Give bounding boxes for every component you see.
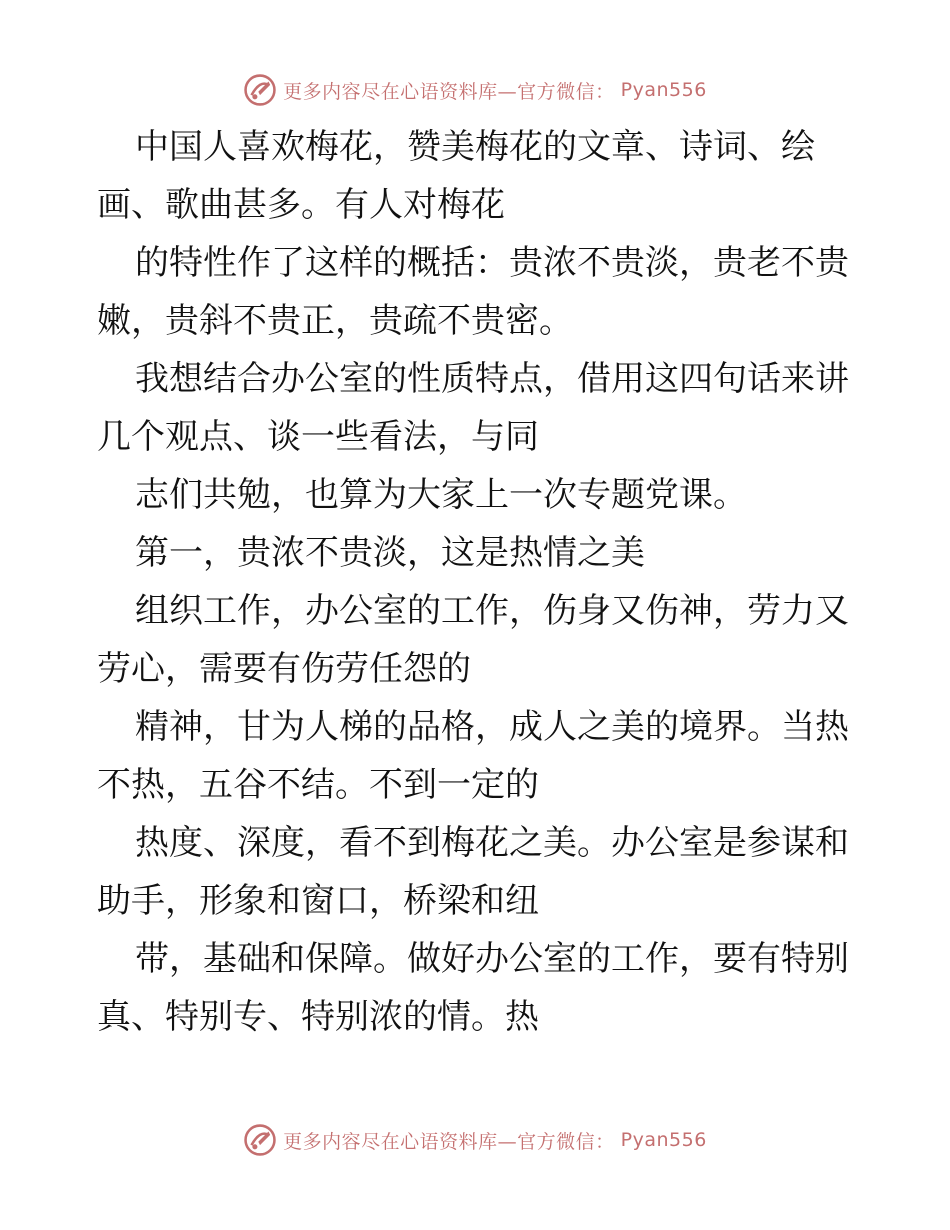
logo-icon <box>243 73 277 107</box>
watermark-handle: Pyan556 <box>620 1129 707 1151</box>
paragraph-3: 我想结合办公室的性质特点，借用这四句话来讲几个观点、谈一些看法，与同 <box>97 359 849 457</box>
logo-icon <box>243 1123 277 1157</box>
paragraph-1: 中国人喜欢梅花，赞美梅花的文章、诗词、绘画、歌曲甚多。有人对梅花 <box>97 127 815 225</box>
watermark-text: 更多内容尽在心语资料库—官方微信： <box>283 80 615 103</box>
watermark-inner <box>243 1123 707 1157</box>
paragraph-6: 精神，甘为人梯的品格，成人之美的境界。当热不热，五谷不结。不到一定的 <box>97 707 849 805</box>
watermark-text: 更多内容尽在心语资料库—官方微信： <box>283 1130 615 1153</box>
footer-watermark <box>0 1120 950 1160</box>
document-body <box>97 118 857 1046</box>
paragraph-8: 带，基础和保障。做好办公室的工作，要有特别真、特别专、特别浓的情。热 <box>97 939 849 1037</box>
paragraph-4: 志们共勉，也算为大家上一次专题党课。 <box>135 475 747 515</box>
watermark-handle: Pyan556 <box>620 79 707 101</box>
watermark-inner <box>243 73 707 107</box>
paragraph-7: 热度、深度，看不到梅花之美。办公室是参谋和助手，形象和窗口，桥梁和纽 <box>97 823 849 921</box>
paragraph-2: 的特性作了这样的概括：贵浓不贵淡，贵老不贵嫩，贵斜不贵正，贵疏不贵密。 <box>97 243 849 341</box>
section-heading-1: 第一，贵浓不贵淡，这是热情之美 <box>135 533 645 573</box>
paragraph-5: 组织工作，办公室的工作，伤身又伤神，劳力又劳心，需要有伤劳任怨的 <box>97 591 849 689</box>
header-watermark <box>0 70 950 110</box>
